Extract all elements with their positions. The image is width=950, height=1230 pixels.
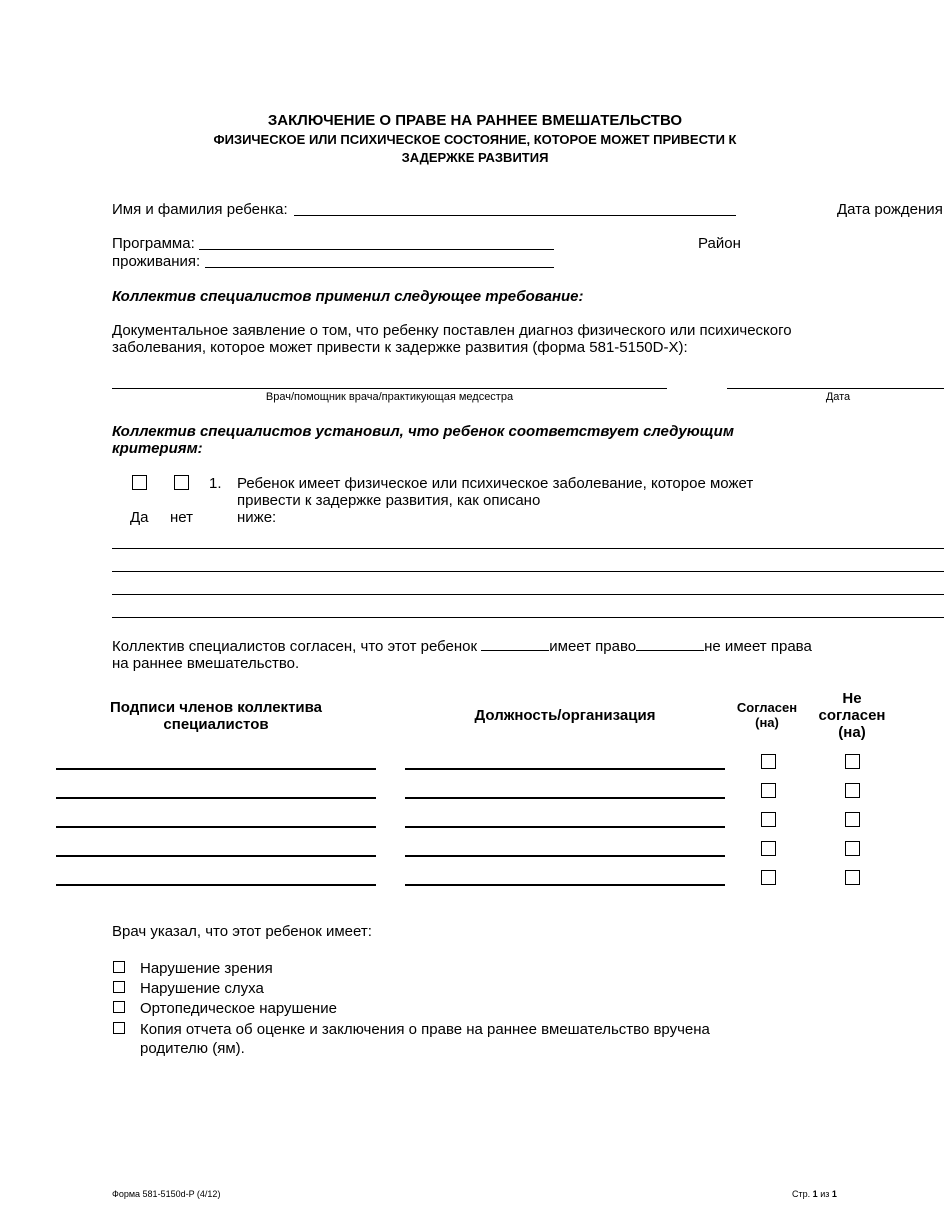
col-header-agree-line-1: Согласен <box>736 700 798 715</box>
col-header-disagree-line-3: (на) <box>838 724 866 741</box>
subtitle-line-1: ФИЗИЧЕСКОЕ ИЛИ ПСИХИЧЕСКОЕ СОСТОЯНИЕ, КОТОРОЕ МОЖЕТ ПРИВЕСТИ К <box>213 132 737 147</box>
col-header-disagree-line-2: согласен <box>818 707 886 724</box>
agree-checkbox[interactable] <box>761 841 776 856</box>
district-field[interactable] <box>205 267 554 268</box>
criteria-item-line-2: привести к задержке развития, как описано <box>237 492 541 509</box>
col-header-position: Должность/организация <box>474 707 656 724</box>
vision-impairment-checkbox[interactable] <box>113 961 125 973</box>
disagree-checkbox[interactable] <box>845 841 860 856</box>
criteria-heading-line-2: критериям: <box>112 440 203 457</box>
page-number <box>792 1189 837 1199</box>
criteria-heading-line-1: Коллектив специалистов установил, что ребенок соответствует следующим <box>112 423 734 440</box>
not-eligible-blank[interactable] <box>636 638 704 651</box>
agreement-line-1 <box>112 638 812 655</box>
criteria-item-line-1: Ребенок имеет физическое или психическое заболевание, которое может <box>237 475 754 492</box>
requirement-text-line-1: Документальное заявление о том, что ребенку поставлен диагноз физического или психического <box>112 322 792 339</box>
requirement-heading: Коллектив специалистов применил следующее требование: <box>112 288 584 305</box>
page-subtitle <box>0 131 950 167</box>
district-label-continued: проживания: <box>112 253 201 270</box>
yes-label: Да <box>130 509 149 526</box>
agreement-line-2: на раннее вмешательство. <box>112 655 300 672</box>
report-copy-checkbox[interactable] <box>113 1022 125 1034</box>
description-line[interactable] <box>112 617 944 618</box>
page-total: 1 <box>831 1189 837 1199</box>
position-field[interactable] <box>405 884 725 886</box>
district-label: Район <box>698 235 741 252</box>
page-prefix: Стр. <box>792 1189 811 1199</box>
page-of: из <box>820 1189 830 1199</box>
page-title <box>0 112 950 129</box>
no-label: нет <box>170 509 193 526</box>
col-header-disagree-line-1: Не <box>842 690 862 707</box>
criteria-yes-checkbox[interactable] <box>132 475 147 490</box>
col-header-agree-line-2: (на) <box>755 715 779 730</box>
physician-signature-caption: Врач/помощник врача/практикующая медсестра <box>265 391 514 403</box>
requirement-text-line-2: заболевания, которое может привести к задержке развития (форма 581-5150D-X): <box>112 339 688 356</box>
position-field[interactable] <box>405 826 725 828</box>
program-field[interactable] <box>199 249 554 250</box>
disagree-checkbox[interactable] <box>845 812 860 827</box>
orthopedic-impairment-label: Ортопедическое нарушение <box>140 1000 337 1017</box>
disagree-checkbox[interactable] <box>845 783 860 798</box>
signature-field[interactable] <box>56 797 376 799</box>
hearing-impairment-checkbox[interactable] <box>113 981 125 993</box>
not-eligible-text: не имеет права <box>704 638 812 655</box>
physician-date-caption: Дата <box>825 391 851 403</box>
form-id: Форма 581-5150d-P (4/12) <box>112 1189 221 1199</box>
signature-field[interactable] <box>56 768 376 770</box>
disagree-checkbox[interactable] <box>845 754 860 769</box>
agreement-prefix: Коллектив специалистов согласен, что этот ребенок <box>112 638 478 655</box>
agree-checkbox[interactable] <box>761 783 776 798</box>
eligible-text: имеет право <box>549 638 637 655</box>
agree-checkbox[interactable] <box>761 812 776 827</box>
physician-date-field[interactable] <box>727 388 944 389</box>
signature-field[interactable] <box>56 826 376 828</box>
position-field[interactable] <box>405 797 725 799</box>
physician-signature-field[interactable] <box>112 388 667 389</box>
child-name-label: Имя и фамилия ребенка: <box>112 201 288 218</box>
col-header-signatures <box>56 699 376 733</box>
report-copy-label-line-2: родителю (ям). <box>140 1040 245 1057</box>
program-label: Программа: <box>112 235 195 252</box>
position-field[interactable] <box>405 855 725 857</box>
agree-checkbox[interactable] <box>761 870 776 885</box>
col-header-agree <box>728 700 806 730</box>
criteria-no-checkbox[interactable] <box>174 475 189 490</box>
signature-field[interactable] <box>56 884 376 886</box>
doctor-intro: Врач указал, что этот ребенок имеет: <box>112 923 372 940</box>
position-field[interactable] <box>405 768 725 770</box>
child-name-field[interactable] <box>294 215 736 216</box>
criteria-item-line-3: ниже: <box>237 509 277 526</box>
signature-field[interactable] <box>56 855 376 857</box>
subtitle-line-2: ЗАДЕРЖКЕ РАЗВИТИЯ <box>401 150 549 165</box>
col-header-disagree <box>812 690 892 741</box>
eligible-blank[interactable] <box>481 638 549 651</box>
description-line[interactable] <box>112 548 944 549</box>
hearing-impairment-label: Нарушение слуха <box>140 980 264 997</box>
title-text: ЗАКЛЮЧЕНИЕ О ПРАВЕ НА РАННЕЕ ВМЕШАТЕЛЬСТВО <box>267 112 683 129</box>
birth-date-label: Дата рождения <box>837 201 943 218</box>
description-line[interactable] <box>112 571 944 572</box>
disagree-checkbox[interactable] <box>845 870 860 885</box>
col-header-signatures-line-1: Подписи членов коллектива <box>109 699 322 716</box>
criteria-item-number: 1. <box>209 475 222 492</box>
page-current: 1 <box>812 1189 818 1199</box>
vision-impairment-label: Нарушение зрения <box>140 960 273 977</box>
col-header-signatures-line-2: специалистов <box>163 716 269 733</box>
orthopedic-impairment-checkbox[interactable] <box>113 1001 125 1013</box>
description-line[interactable] <box>112 594 944 595</box>
agree-checkbox[interactable] <box>761 754 776 769</box>
report-copy-label-line-1: Копия отчета об оценке и заключения о праве на раннее вмешательство вручена <box>140 1021 710 1038</box>
